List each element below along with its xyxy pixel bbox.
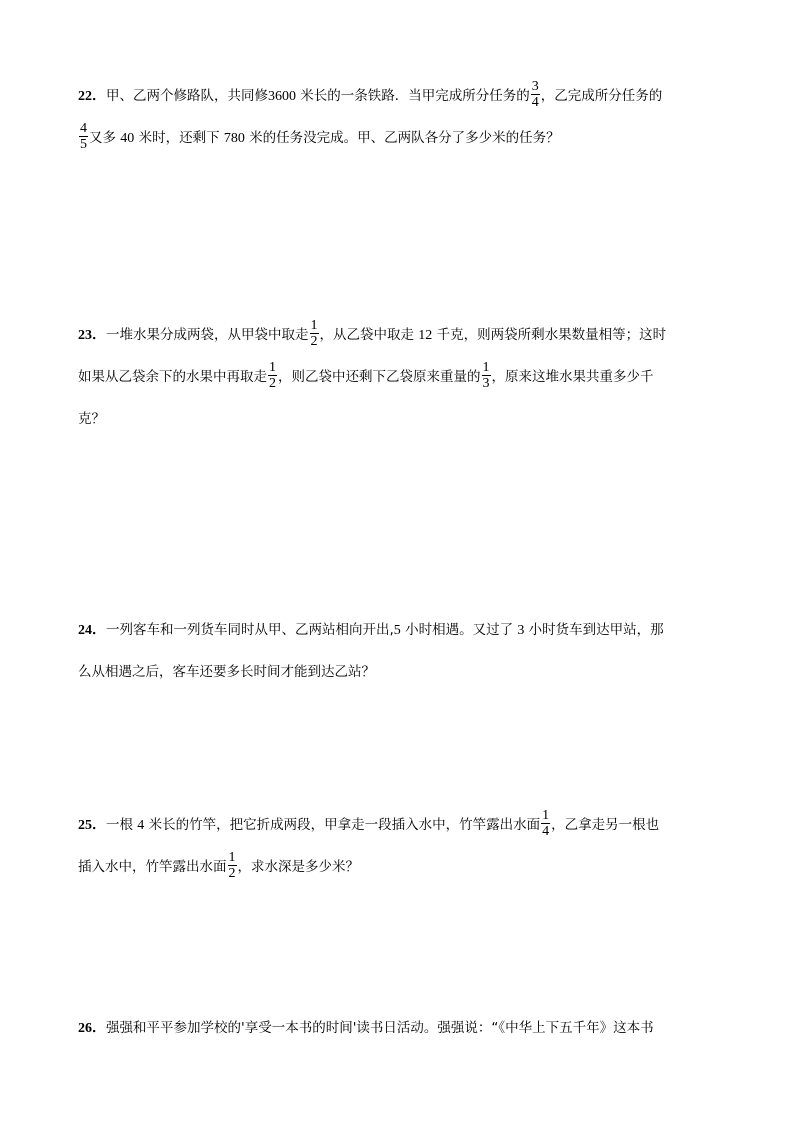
fraction-numerator: 3 [531,78,539,94]
fraction-numerator: 4 [80,120,87,136]
fraction [268,360,277,391]
problem-text: 米长的竹竿，把它折成两段，甲拿走一段插入水中，竹竿露出水面 [144,817,541,833]
problem-22 [78,75,718,159]
problem-text: 又多 [89,130,121,146]
problem-25 [78,804,718,888]
fraction-denominator: 4 [542,823,550,839]
problem-26 [78,1007,718,1049]
fraction-numerator: 1 [482,359,490,375]
problem-number-value: 780 [223,131,245,146]
problem-number-value: 40 [120,131,135,146]
problem-24-line-1 [78,609,718,651]
problem-number: 24． [78,623,106,638]
problem-text: 甲、乙两个修路队，共同修 [106,88,268,104]
fraction [531,79,540,110]
problem-24-line-2 [78,651,718,693]
problem-number-value: 3 [517,623,525,638]
problem-number: 26． [78,1021,106,1036]
fraction-denominator: 2 [228,865,236,881]
problem-text: 如果从乙袋余下的水果中再取走 [78,369,267,385]
problem-25-line-1 [78,804,718,846]
problem-text: 千克，则两袋所剩水果数量相等；这时 [432,327,667,343]
problem-text: ，则乙袋中还剩下乙袋原来重量的 [278,369,481,385]
problem-number: 22． [78,89,106,104]
problem-text: 小时货车到达甲站，那 [524,622,664,638]
problem-text: 一堆水果分成两袋，从甲袋中取走 [106,327,309,343]
fraction-denominator: 2 [269,375,276,391]
fraction [541,808,550,839]
problem-number: 25． [78,818,106,833]
problem-25-line-2 [78,846,718,888]
problem-23-line-3 [78,398,718,440]
fraction-denominator: 3 [482,375,490,391]
problem-text: 强强和平平参加学校的'享受一本书的时间'读书日活动。强强说：“《中华上下五千年》这本书 [106,1020,654,1036]
problem-text: ，原来这堆水果共重多少千 [491,369,654,385]
fraction [310,318,319,349]
problem-26-line-1 [78,1007,718,1049]
problem-text: 么从相遇之后，客车还要多长时间才能到达乙站？ [78,664,375,680]
fraction-denominator: 5 [80,136,87,152]
fraction-denominator: 2 [310,333,318,349]
problem-number-value: 4 [137,818,145,833]
problem-text: ，从乙袋中取走 [319,327,419,343]
problem-23-line-2 [78,356,718,398]
problem-22-line-2 [78,117,718,159]
problem-text: 一根 [106,817,138,833]
fraction [79,121,88,152]
fraction-numerator: 1 [228,849,236,865]
problem-number-value: 3600 [268,89,296,104]
problem-text: 克？ [78,411,105,427]
problem-number: 23． [78,328,106,343]
problem-24 [78,609,718,693]
problem-text: ，乙拿走另一根也 [551,817,660,833]
problem-text: 米长的一条铁路．当甲完成所分任务的 [296,88,530,104]
fraction-numerator: 1 [310,317,318,333]
problem-number-value: 5 [393,623,401,638]
problem-23 [78,314,718,440]
fraction-numerator: 1 [542,807,550,823]
problem-text: 插入水中，竹竿露出水面 [78,859,227,875]
fraction [482,360,491,391]
fraction-denominator: 4 [531,94,539,110]
problem-23-line-1 [78,314,718,356]
problem-text: ，求水深是多少米？ [237,859,359,875]
problem-text: 一列客车和一列货车同时从甲、乙两站相向开出, [106,622,394,638]
problem-text: 米的任务没完成。甲、乙两队各分了多少米的任务？ [244,130,560,146]
problem-text: 米时，还剩下 [134,130,224,146]
problem-number-value: 12 [418,328,433,343]
problem-text: 小时相遇。又过了 [400,622,518,638]
fraction [228,850,237,881]
problem-text: ，乙完成所分任务的 [540,88,663,104]
fraction-numerator: 1 [269,359,276,375]
problem-22-line-1 [78,75,718,117]
